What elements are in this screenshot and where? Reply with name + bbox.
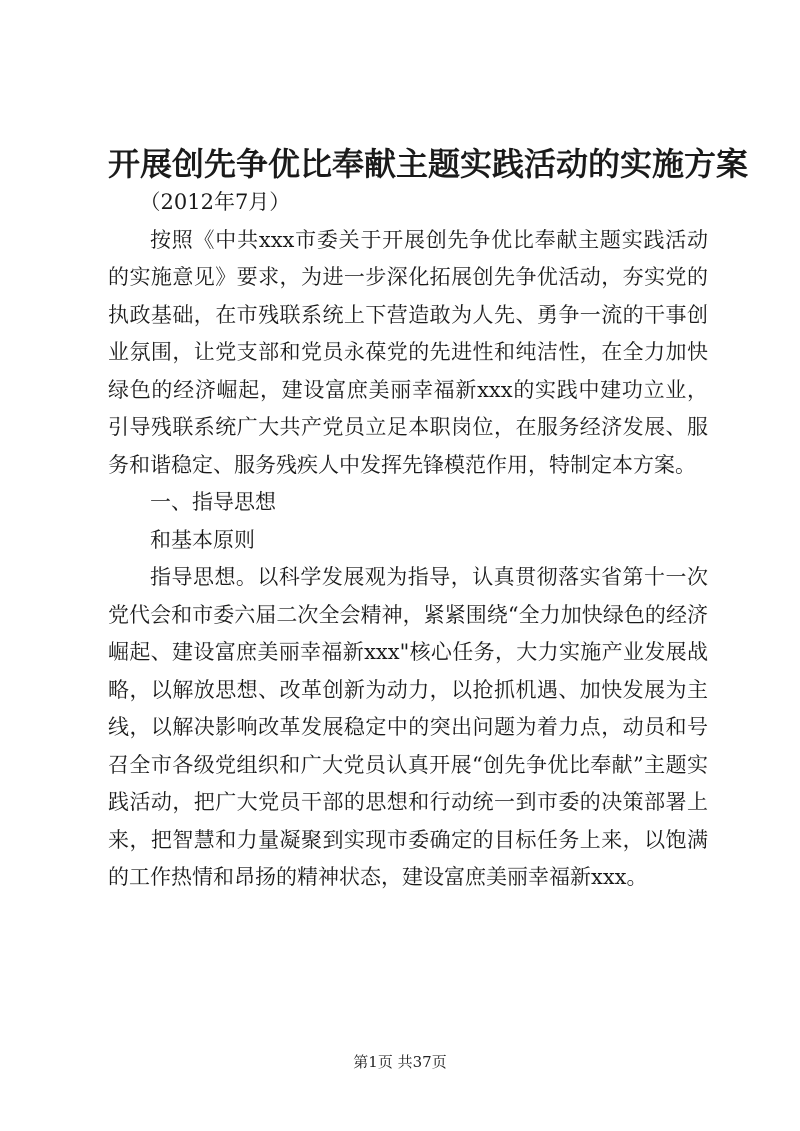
document-date: （2012年7月） [139,190,291,214]
page-footer: 第1页 共37页 [353,1053,447,1071]
document-title: 开展创先争优比奉献主题实践活动的实施方案 [108,145,749,183]
guiding-ideology-paragraph: 指导思想。以科学发展观为指导，认真贯彻落实省第十一次党代会和市委六届二次全会精神，紧紧围绕“全力加快绿色的经济崛起、建设富庶美丽幸福新xxx"核心任务，大力实施产业发展战略，以解放思想、改革创新为动力，以抢抓机遇、加快发展为主线，以解决影响改革发展稳定中的突出问题为着力点，动员和号召全市各级党组织和广大党员认真开展“创先争优比奉献”主题实践活动，把广大党员干部的思想和行动统一到市委的决策部署上来，把智慧和力量凝聚到实现市委确定的目标任务上来，以饱满的工作热情和昂扬的精神状态，建设富庶美丽幸福新xxx。 [108,565,708,889]
section-heading: 一、指导思想 [150,490,276,514]
section-heading-continued: 和基本原则 [150,527,255,552]
document-body [108,184,708,897]
intro-paragraph: 按照《中共xxx市委关于开展创先争优比奉献主题实践活动的实施意见》要求，为进一步深化拓展创先争优活动，夯实党的执政基础，在市残联系统上下营造敢为人先、勇争一流的干事创业氛围，让党支部和党员永葆党的先进性和纯洁性，在全力加快绿色的经济崛起，建设富庶美丽幸福新xxx的实践中建功立业，引导残联系统广大共产党员立足本职岗位，在服务经济发展、服务和谐稳定、服务残疾人中发挥先锋模范作用，特制定本方案。 [108,227,708,477]
